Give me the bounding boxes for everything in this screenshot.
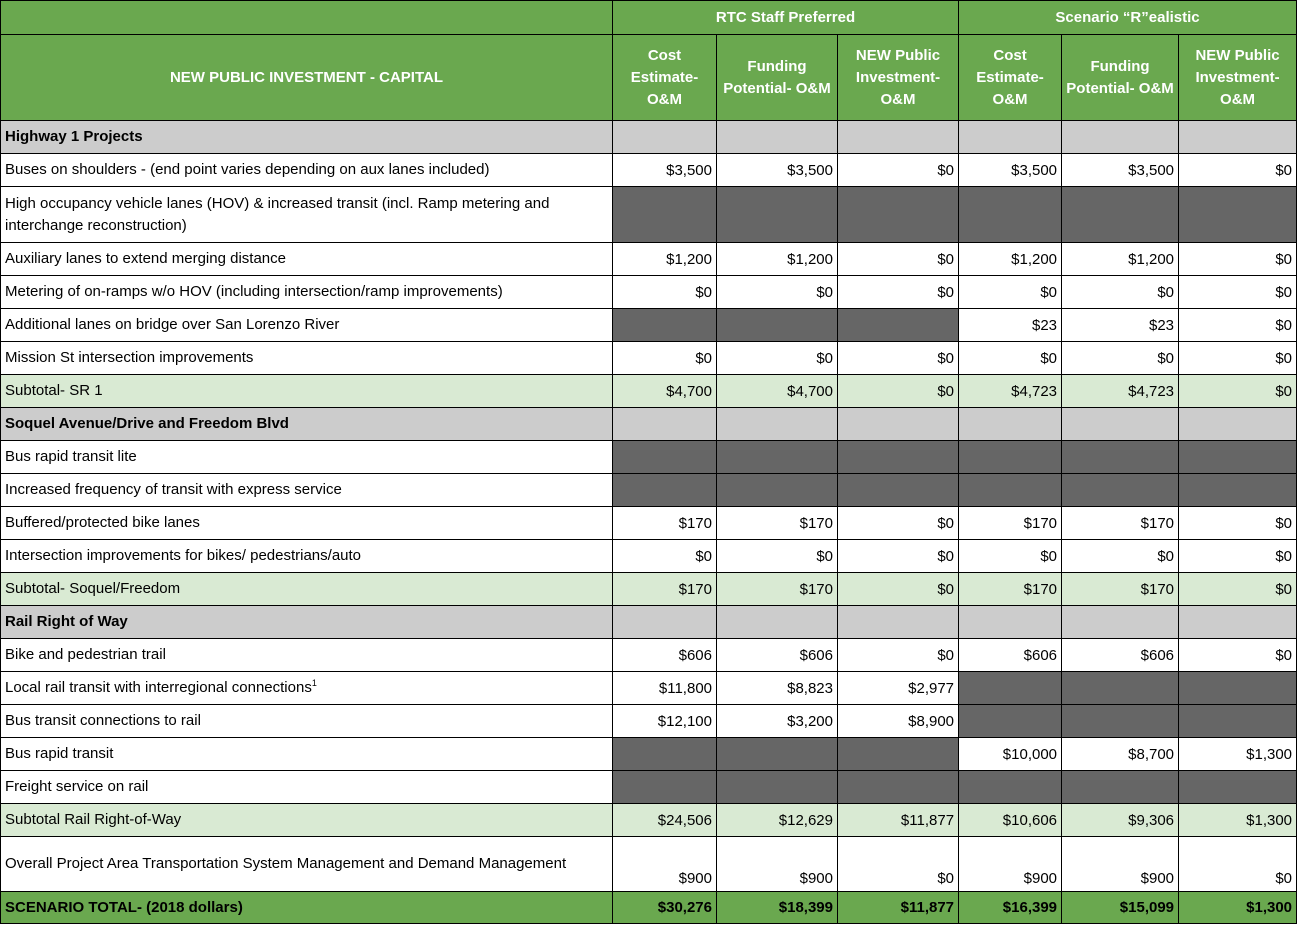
total-value-cell: $15,099 (1062, 892, 1179, 924)
value-cell: $3,200 (717, 705, 838, 738)
value-cell: $0 (959, 540, 1062, 573)
value-cell: $0 (1179, 342, 1297, 375)
total-value-cell: $1,300 (1179, 892, 1297, 924)
table-row (1, 342, 1297, 375)
value-cell: $24,506 (613, 804, 717, 837)
not-applicable-cell (1179, 474, 1297, 507)
not-applicable-cell (717, 771, 838, 804)
section-title: Rail Right of Way (1, 606, 613, 639)
not-applicable-cell (959, 187, 1062, 243)
row-label: Bike and pedestrian trail (1, 639, 613, 672)
value-cell: $606 (717, 639, 838, 672)
overall-row (1, 837, 1297, 892)
value-cell: $170 (959, 507, 1062, 540)
value-cell: $4,723 (1062, 375, 1179, 408)
value-cell: $0 (1179, 276, 1297, 309)
section-header (1, 606, 1297, 639)
value-cell: $170 (717, 573, 838, 606)
header-group-row (1, 1, 1297, 35)
not-applicable-cell (838, 738, 959, 771)
value-cell: $8,700 (1062, 738, 1179, 771)
table-row (1, 276, 1297, 309)
table-row (1, 309, 1297, 342)
table-row (1, 474, 1297, 507)
value-cell: $1,200 (1062, 243, 1179, 276)
row-label (1, 672, 613, 705)
col-cost-estimate: Cost Estimate- O&M (613, 35, 717, 121)
value-cell: $606 (1062, 639, 1179, 672)
col-funding-potential: Funding Potential- O&M (717, 35, 838, 121)
not-applicable-cell (838, 474, 959, 507)
row-label: Buffered/protected bike lanes (1, 507, 613, 540)
row-label: Mission St intersection improvements (1, 342, 613, 375)
row-label-text: Local rail transit with interregional connections (5, 679, 312, 696)
value-cell: $4,700 (717, 375, 838, 408)
value-cell: $0 (1179, 573, 1297, 606)
not-applicable-cell (1062, 672, 1179, 705)
value-cell: $1,200 (959, 243, 1062, 276)
value-cell: $3,500 (959, 154, 1062, 187)
table-row (1, 507, 1297, 540)
not-applicable-cell (717, 474, 838, 507)
row-label: Buses on shoulders - (end point varies depending on aux lanes included) (1, 154, 613, 187)
section-header (1, 121, 1297, 154)
category-header: NEW PUBLIC INVESTMENT - CAPITAL (1, 35, 613, 121)
row-label: Bus rapid transit (1, 738, 613, 771)
value-cell: $0 (1062, 276, 1179, 309)
not-applicable-cell (613, 738, 717, 771)
row-label: Bus transit connections to rail (1, 705, 613, 738)
subtotal-row (1, 573, 1297, 606)
value-cell: $170 (717, 507, 838, 540)
value-cell: $1,200 (717, 243, 838, 276)
col-new-public-investment: NEW Public Investment- O&M (1179, 35, 1297, 121)
total-value-cell: $18,399 (717, 892, 838, 924)
scenario-total-row (1, 892, 1297, 924)
table-row (1, 540, 1297, 573)
value-cell: $170 (613, 507, 717, 540)
not-applicable-cell (613, 187, 717, 243)
value-cell: $1,300 (1179, 804, 1297, 837)
value-cell: $0 (838, 837, 959, 892)
value-cell: $0 (717, 540, 838, 573)
value-cell: $0 (838, 639, 959, 672)
value-cell: $4,723 (959, 375, 1062, 408)
not-applicable-cell (613, 474, 717, 507)
value-cell: $0 (717, 342, 838, 375)
not-applicable-cell (1179, 771, 1297, 804)
total-value-cell: $16,399 (959, 892, 1062, 924)
group-rtc-staff-preferred: RTC Staff Preferred (613, 1, 959, 35)
row-label: Intersection improvements for bikes/ pedestrians/auto (1, 540, 613, 573)
value-cell: $900 (1062, 837, 1179, 892)
value-cell: $3,500 (717, 154, 838, 187)
table-row (1, 441, 1297, 474)
value-cell: $900 (717, 837, 838, 892)
not-applicable-cell (959, 474, 1062, 507)
not-applicable-cell (959, 771, 1062, 804)
value-cell: $900 (613, 837, 717, 892)
value-cell: $9,306 (1062, 804, 1179, 837)
value-cell: $170 (613, 573, 717, 606)
value-cell: $0 (1179, 540, 1297, 573)
total-value-cell: $30,276 (613, 892, 717, 924)
value-cell: $8,823 (717, 672, 838, 705)
table-row (1, 771, 1297, 804)
section-title: Soquel Avenue/Drive and Freedom Blvd (1, 408, 613, 441)
not-applicable-cell (1179, 187, 1297, 243)
value-cell: $0 (717, 276, 838, 309)
value-cell: $170 (1062, 573, 1179, 606)
value-cell: $0 (838, 573, 959, 606)
col-funding-potential: Funding Potential- O&M (1062, 35, 1179, 121)
value-cell: $900 (959, 837, 1062, 892)
table-row (1, 705, 1297, 738)
row-label: Overall Project Area Transportation System Management and Demand Management (1, 837, 613, 892)
not-applicable-cell (717, 441, 838, 474)
value-cell: $0 (1179, 837, 1297, 892)
value-cell: $23 (959, 309, 1062, 342)
value-cell: $1,200 (613, 243, 717, 276)
value-cell: $0 (1179, 375, 1297, 408)
not-applicable-cell (1062, 705, 1179, 738)
not-applicable-cell (838, 309, 959, 342)
not-applicable-cell (1179, 441, 1297, 474)
table-row (1, 672, 1297, 705)
not-applicable-cell (1062, 187, 1179, 243)
value-cell: $0 (838, 540, 959, 573)
value-cell: $10,606 (959, 804, 1062, 837)
row-label: Bus rapid transit lite (1, 441, 613, 474)
value-cell: $0 (838, 342, 959, 375)
value-cell: $0 (959, 276, 1062, 309)
value-cell: $4,700 (613, 375, 717, 408)
row-label: Freight service on rail (1, 771, 613, 804)
not-applicable-cell (717, 309, 838, 342)
col-new-public-investment: NEW Public Investment- O&M (838, 35, 959, 121)
value-cell: $1,300 (1179, 738, 1297, 771)
value-cell: $0 (838, 375, 959, 408)
not-applicable-cell (717, 187, 838, 243)
section-header (1, 408, 1297, 441)
value-cell: $23 (1062, 309, 1179, 342)
table-row (1, 187, 1297, 243)
header-column-row (1, 35, 1297, 121)
value-cell: $0 (838, 276, 959, 309)
value-cell: $170 (1062, 507, 1179, 540)
subtotal-row (1, 804, 1297, 837)
not-applicable-cell (1062, 771, 1179, 804)
subtotal-label: Subtotal- Soquel/Freedom (1, 573, 613, 606)
not-applicable-cell (838, 187, 959, 243)
value-cell: $0 (838, 154, 959, 187)
value-cell: $12,629 (717, 804, 838, 837)
not-applicable-cell (959, 705, 1062, 738)
footnote-marker: 1 (311, 678, 317, 688)
section-title: Highway 1 Projects (1, 121, 613, 154)
value-cell: $10,000 (959, 738, 1062, 771)
header-blank-cell (1, 1, 613, 35)
row-label: High occupancy vehicle lanes (HOV) & increased transit (incl. Ramp metering and interchange reconstruction) (1, 187, 613, 243)
value-cell: $0 (1179, 507, 1297, 540)
col-cost-estimate: Cost Estimate- O&M (959, 35, 1062, 121)
not-applicable-cell (1062, 474, 1179, 507)
value-cell: $0 (1179, 243, 1297, 276)
value-cell: $0 (613, 342, 717, 375)
not-applicable-cell (959, 441, 1062, 474)
table-row (1, 154, 1297, 187)
value-cell: $0 (1179, 154, 1297, 187)
value-cell: $0 (838, 243, 959, 276)
value-cell: $0 (1179, 639, 1297, 672)
not-applicable-cell (1062, 441, 1179, 474)
not-applicable-cell (613, 309, 717, 342)
total-label: SCENARIO TOTAL- (2018 dollars) (1, 892, 613, 924)
row-label: Increased frequency of transit with express service (1, 474, 613, 507)
not-applicable-cell (613, 771, 717, 804)
value-cell: $0 (838, 507, 959, 540)
value-cell: $0 (1062, 540, 1179, 573)
value-cell: $0 (613, 276, 717, 309)
row-label: Metering of on-ramps w/o HOV (including intersection/ramp improvements) (1, 276, 613, 309)
value-cell: $3,500 (613, 154, 717, 187)
not-applicable-cell (1179, 705, 1297, 738)
value-cell: $11,800 (613, 672, 717, 705)
row-label: Additional lanes on bridge over San Lorenzo River (1, 309, 613, 342)
table-row (1, 243, 1297, 276)
value-cell: $2,977 (838, 672, 959, 705)
subtotal-row (1, 375, 1297, 408)
value-cell: $0 (1179, 309, 1297, 342)
row-label: Auxiliary lanes to extend merging distance (1, 243, 613, 276)
value-cell: $11,877 (838, 804, 959, 837)
value-cell: $170 (959, 573, 1062, 606)
value-cell: $606 (959, 639, 1062, 672)
table-row (1, 738, 1297, 771)
value-cell: $3,500 (1062, 154, 1179, 187)
group-scenario-realistic: Scenario “R”ealistic (959, 1, 1297, 35)
not-applicable-cell (613, 441, 717, 474)
total-value-cell: $11,877 (838, 892, 959, 924)
not-applicable-cell (717, 738, 838, 771)
not-applicable-cell (838, 441, 959, 474)
subtotal-label: Subtotal Rail Right-of-Way (1, 804, 613, 837)
not-applicable-cell (838, 771, 959, 804)
value-cell: $12,100 (613, 705, 717, 738)
value-cell: $0 (613, 540, 717, 573)
value-cell: $8,900 (838, 705, 959, 738)
not-applicable-cell (959, 672, 1062, 705)
subtotal-label: Subtotal- SR 1 (1, 375, 613, 408)
not-applicable-cell (1179, 672, 1297, 705)
table-row (1, 639, 1297, 672)
value-cell: $606 (613, 639, 717, 672)
value-cell: $0 (1062, 342, 1179, 375)
value-cell: $0 (959, 342, 1062, 375)
